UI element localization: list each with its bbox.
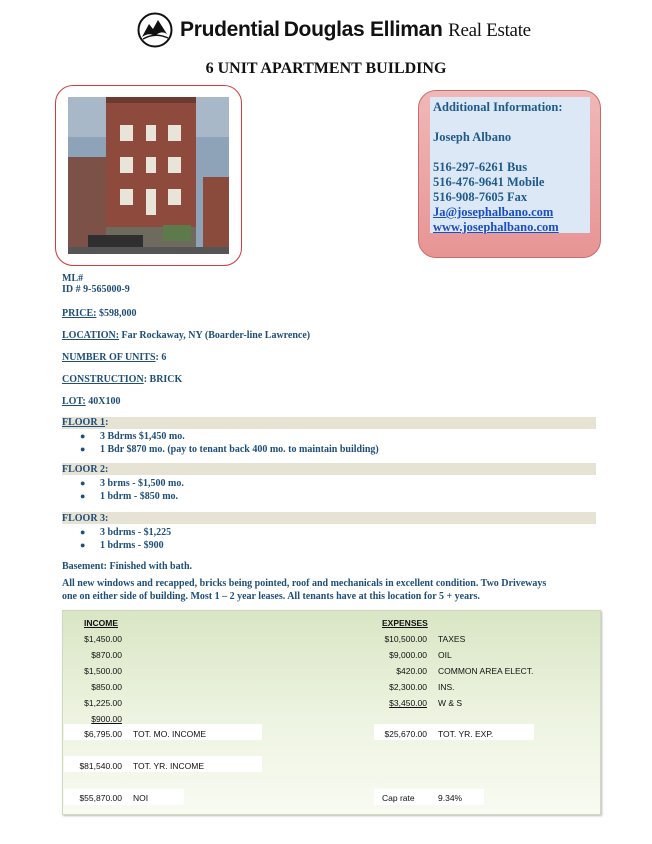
expense-amount: $2,300.00 [389, 682, 427, 692]
income-value: $1,500.00 [84, 666, 122, 676]
list-item: ● 1 Bdr $870 mo. (pay to tenant back 400 mo. to maintain building) [80, 444, 379, 455]
income-value: $900.00 [91, 714, 122, 724]
list-item: ● 1 bdrm - $850 mo. [80, 491, 179, 502]
income-header: INCOME [84, 618, 118, 628]
rock-logo-icon [137, 12, 173, 48]
location-label: LOCATION: [62, 330, 120, 341]
basement-note: Basement: Finished with bath. [62, 561, 193, 572]
lot-value: 40X100 [88, 396, 121, 407]
floor-2-band [62, 463, 596, 475]
list-item: ● 3 brms - $1,500 mo. [80, 478, 184, 489]
floor-3-heading: FLOOR 3: [62, 513, 109, 524]
price-label: PRICE: [62, 308, 97, 319]
location-value: Far Rockaway, NY (Boarder-line Lawrence) [121, 330, 311, 341]
floor-3-band [62, 512, 596, 524]
tot-yr-exp-value: $25,670.00 [384, 729, 427, 739]
tot-mo-income-label: TOT. MO. INCOME [133, 729, 207, 739]
expense-label: COMMON AREA ELECT. [438, 666, 534, 676]
tot-yr-income-label: TOT. YR. INCOME [133, 761, 205, 771]
expenses-header: EXPENSES [382, 618, 428, 628]
listing-id: ID # 9-565000-9 [62, 284, 130, 295]
tot-yr-income-value: $81,540.00 [79, 761, 122, 771]
brand-prudential: Prudential [180, 18, 280, 41]
list-item: ● 3 Bdrms $1,450 mo. [80, 431, 185, 442]
contact-phone-fax: 516-908-7605 Fax [433, 190, 528, 204]
floor-1-band [62, 417, 596, 429]
contact-phone-mobile: 516-476-9641 Mobile [433, 175, 545, 189]
contact-phone-bus: 516-297-6261 Bus [433, 160, 528, 174]
tot-mo-income-value: $6,795.00 [84, 729, 122, 739]
contact-name: Joseph Albano [433, 130, 512, 144]
list-item: ● 3 bdrms - $1,225 [80, 527, 172, 538]
noi-label: NOI [133, 793, 149, 803]
financial-summary [62, 610, 601, 815]
expense-amount: $3,450.00 [389, 698, 427, 708]
contact-website-link[interactable]: www.josephalbano.com [433, 220, 559, 234]
ml-label: ML# [62, 273, 84, 284]
building-image-icon [68, 97, 229, 254]
floor-2-heading: FLOOR 2: [62, 464, 109, 475]
income-value: $1,450.00 [84, 634, 122, 644]
contact-info [433, 100, 593, 235]
units-label: NUMBER OF UNITS [62, 352, 156, 363]
page-title: 6 UNIT APARTMENT BUILDING [205, 60, 447, 77]
expense-label: W & S [438, 698, 463, 708]
brand-real-estate: Real Estate [448, 20, 531, 41]
description-line-1: All new windows and recapped, bricks being pointed, roof and mechanicals in excellent condition. Two Driveways [62, 578, 547, 589]
floor-1-heading [62, 417, 108, 428]
expense-amount: $10,500.00 [384, 634, 427, 644]
floor-1-label: FLOOR 1 [62, 417, 106, 428]
location-row [62, 330, 310, 341]
brand-douglas-elliman: Douglas Elliman [283, 18, 443, 41]
construction-value: : BRICK [143, 374, 183, 385]
description-line-2: one on either side of building. Most 1 – 2 year leases. All tenants have at this location for 5 + years. [62, 591, 480, 602]
price-row [62, 308, 136, 319]
construction-label: CONSTRUCTION [62, 374, 144, 385]
contact-email-link[interactable]: Ja@josephalbano.com [433, 205, 554, 219]
cap-rate-value: 9.34% [438, 793, 463, 803]
brand-name [180, 18, 531, 42]
income-value: $870.00 [91, 650, 122, 660]
contact-heading: Additional Information: [433, 100, 563, 114]
expense-amount: $420.00 [396, 666, 427, 676]
lot-label: LOT: [62, 396, 86, 407]
lot-row [62, 396, 120, 407]
expense-label: TAXES [438, 634, 466, 644]
units-value: : 6 [155, 352, 167, 363]
expense-label: OIL [438, 650, 452, 660]
income-value: $1,225.00 [84, 698, 122, 708]
noi-value: $55,870.00 [79, 793, 122, 803]
floor-1-suffix: : [105, 417, 109, 428]
expense-label: INS. [438, 682, 455, 692]
price-value: $598,000 [98, 308, 137, 319]
list-item: ● 1 bdrms - $900 [80, 540, 164, 551]
income-value: $850.00 [91, 682, 122, 692]
tot-yr-exp-label: TOT. YR. EXP. [438, 729, 494, 739]
cap-rate-label: Cap rate [382, 793, 415, 803]
construction-row [62, 374, 182, 385]
expense-amount: $9,000.00 [389, 650, 427, 660]
units-row [62, 352, 166, 363]
building-photo [68, 97, 229, 254]
